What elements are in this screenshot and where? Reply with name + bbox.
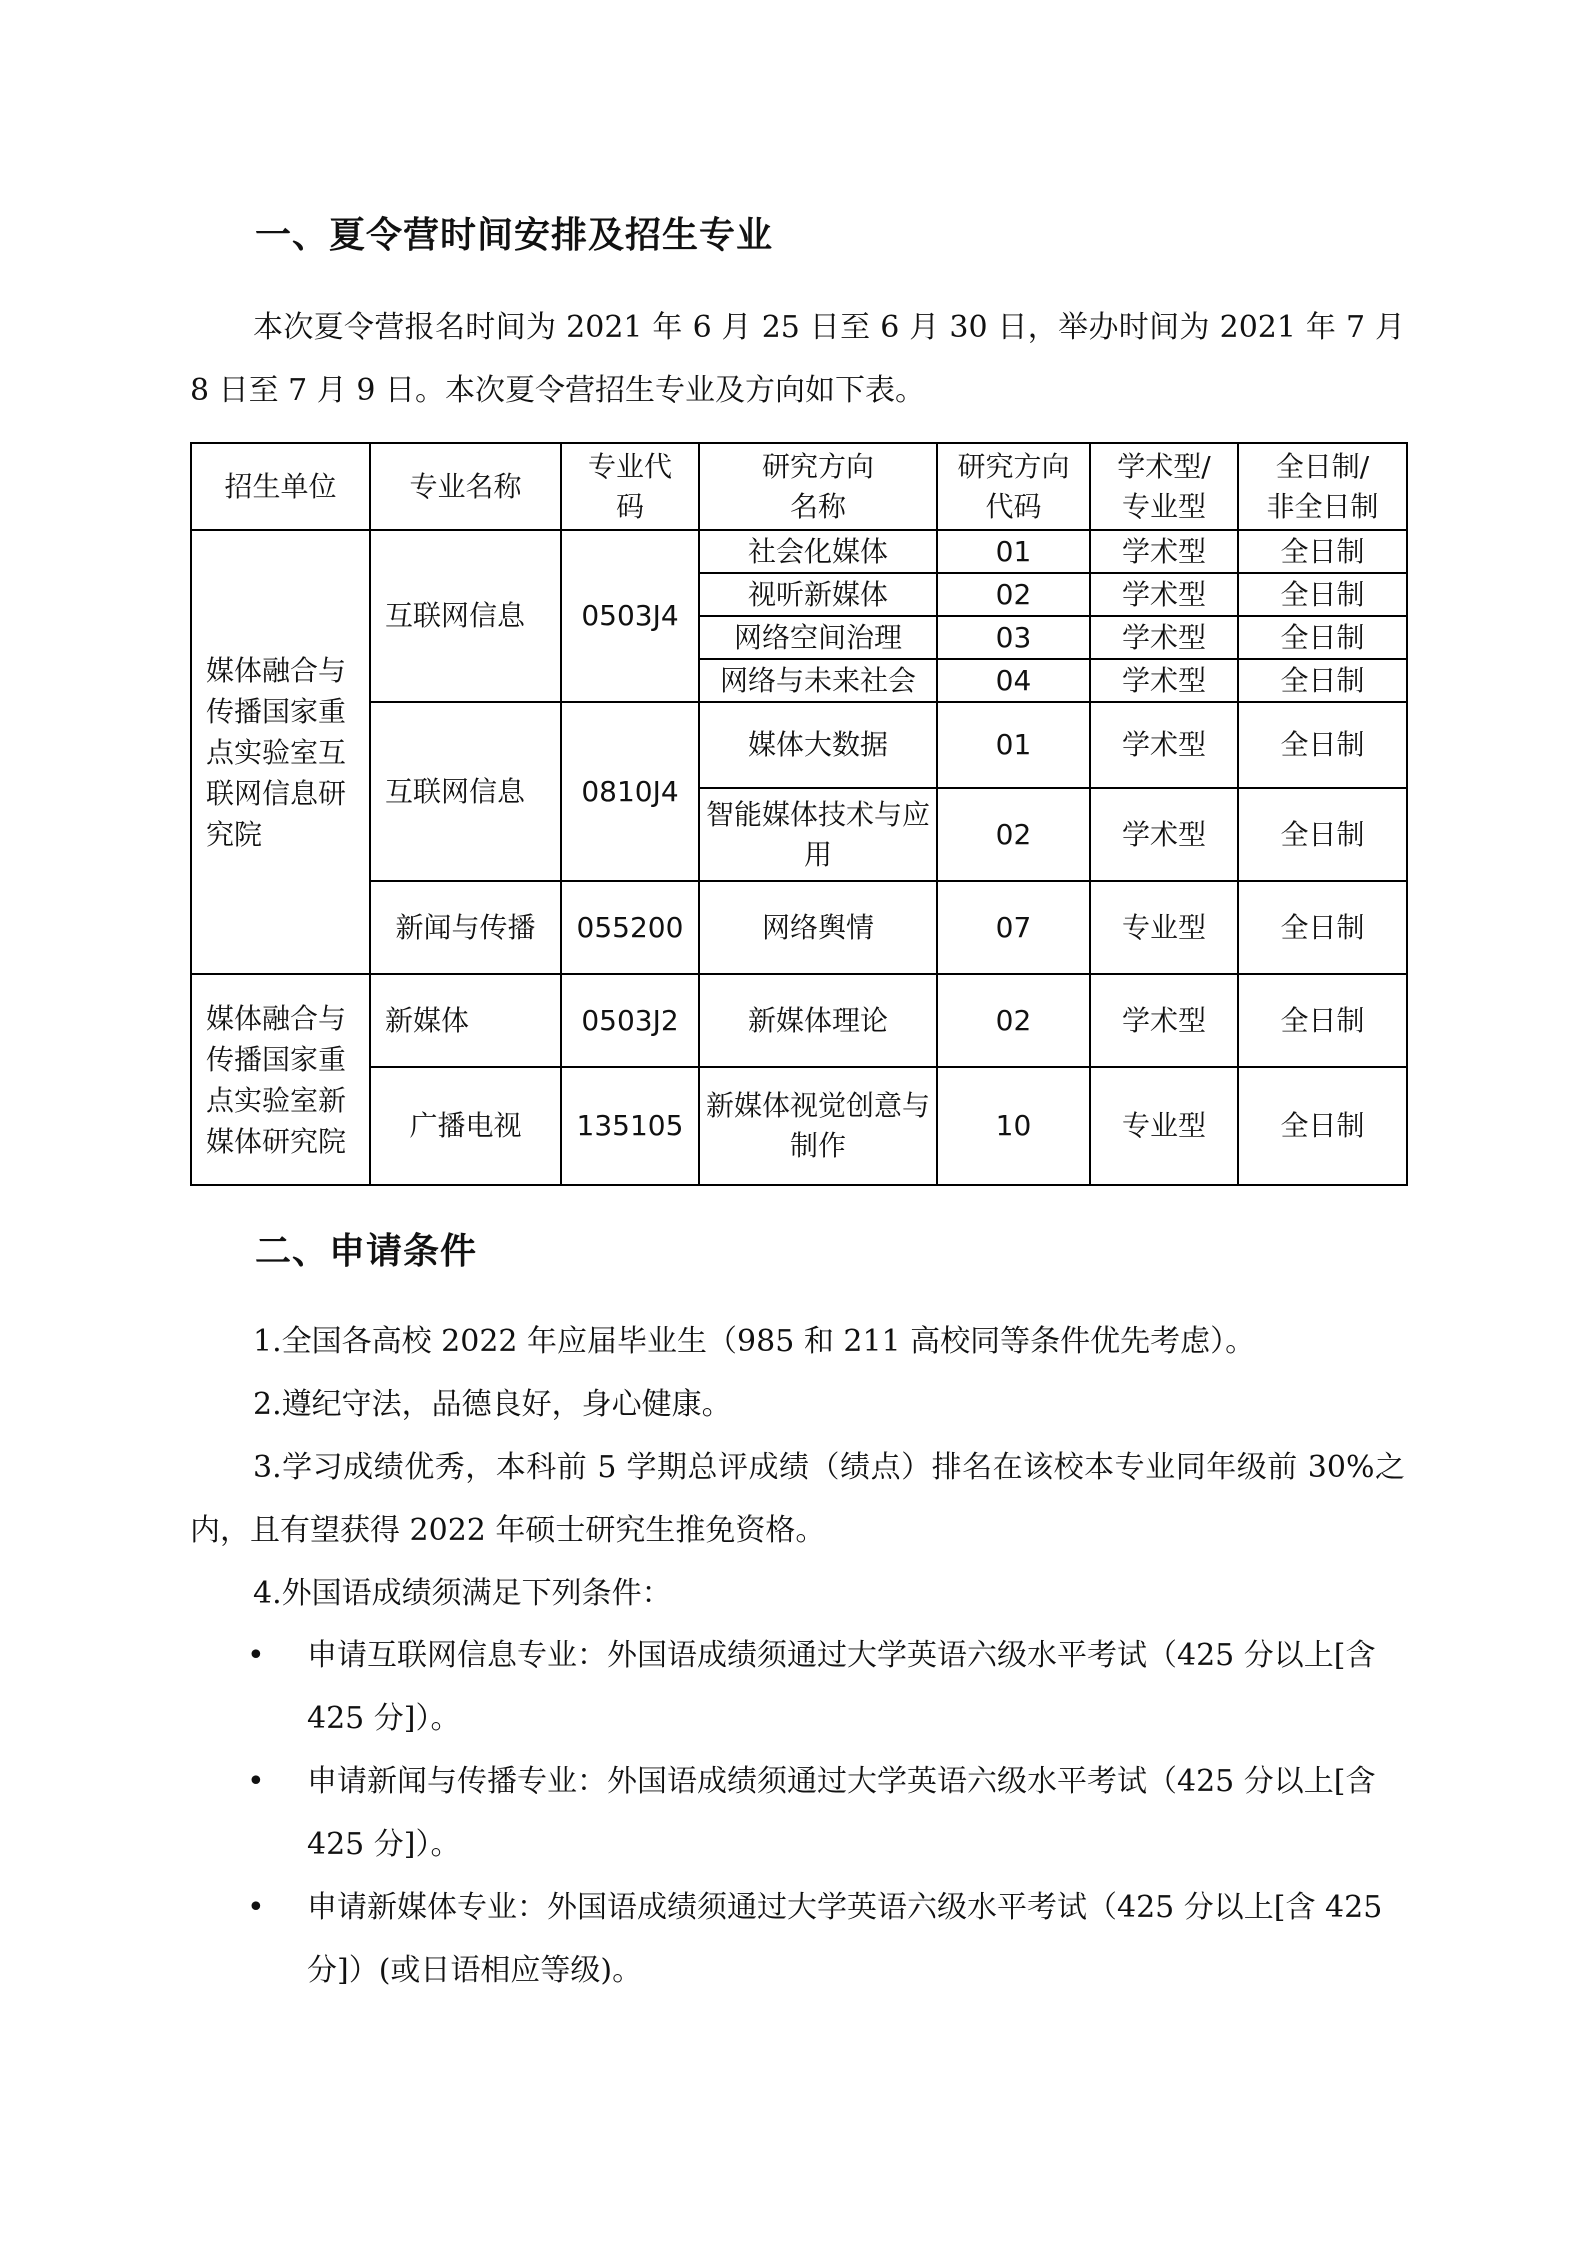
direction-cell: 智能媒体技术与应用 xyxy=(699,788,937,881)
direction-code-cell: 03 xyxy=(937,616,1090,659)
bullet-item-3 xyxy=(247,1876,1405,2002)
header-cell: 研究方向 名称 xyxy=(699,443,937,530)
direction-code-cell: 10 xyxy=(937,1067,1090,1185)
type-cell: 学术型 xyxy=(1090,616,1238,659)
major-name-cell: 广播电视 xyxy=(370,1067,561,1185)
direction-code-cell: 04 xyxy=(937,659,1090,702)
header-cell: 招生单位 xyxy=(191,443,370,530)
table-header-row xyxy=(191,443,1407,530)
bullet-text: 申请互联网信息专业：外国语成绩须通过大学英语六级水平考试（425 分以上[含 425 分]）。 xyxy=(307,1638,1376,1736)
mode-cell: 全日制 xyxy=(1238,530,1407,573)
bullet-text: 申请新媒体专业：外国语成绩须通过大学英语六级水平考试（425 分以上[含 425 分]）(或日语相应等级)。 xyxy=(307,1890,1383,1988)
mode-cell: 全日制 xyxy=(1238,702,1407,788)
type-cell: 学术型 xyxy=(1090,702,1238,788)
bullet-text: 申请新闻与传播专业：外国语成绩须通过大学英语六级水平考试（425 分以上[含 425 分]）。 xyxy=(307,1764,1376,1862)
direction-cell: 媒体大数据 xyxy=(699,702,937,788)
table-row xyxy=(191,974,1407,1067)
condition-item-3: 3.学习成绩优秀，本科前 5 学期总评成绩（绩点）排名在该校本专业同年级前 30%之内，且有望获得 2022 年硕士研究生推免资格。 xyxy=(190,1450,1405,1548)
mode-cell: 全日制 xyxy=(1238,573,1407,616)
condition-item-4: 4.外国语成绩须满足下列条件： xyxy=(253,1576,672,1611)
major-code-cell: 055200 xyxy=(561,881,699,974)
condition-item-1: 1.全国各高校 2022 年应届毕业生（985 和 211 高校同等条件优先考虑）。 xyxy=(253,1324,1256,1359)
unit-cell: 媒体融合与传播国家重点实验室新媒体研究院 xyxy=(191,974,370,1185)
direction-cell: 网络舆情 xyxy=(699,881,937,974)
bullet-item-1 xyxy=(247,1624,1405,1750)
mode-cell: 全日制 xyxy=(1238,1067,1407,1185)
type-cell: 专业型 xyxy=(1090,881,1238,974)
type-cell: 学术型 xyxy=(1090,974,1238,1067)
major-code-cell: 135105 xyxy=(561,1067,699,1185)
type-cell: 学术型 xyxy=(1090,573,1238,616)
major-name-cell: 新闻与传播 xyxy=(370,881,561,974)
type-cell: 学术型 xyxy=(1090,788,1238,881)
direction-cell: 网络与未来社会 xyxy=(699,659,937,702)
table-row xyxy=(191,530,1407,573)
direction-code-cell: 02 xyxy=(937,573,1090,616)
major-name-cell: 互联网信息 xyxy=(370,702,561,881)
bullet-dot-icon: • xyxy=(247,1638,265,1673)
direction-code-cell: 07 xyxy=(937,881,1090,974)
mode-cell: 全日制 xyxy=(1238,974,1407,1067)
mode-cell: 全日制 xyxy=(1238,881,1407,974)
major-name-cell: 互联网信息 xyxy=(370,530,561,702)
table-row xyxy=(191,702,1407,788)
direction-cell: 新媒体视觉创意与制作 xyxy=(699,1067,937,1185)
direction-cell: 网络空间治理 xyxy=(699,616,937,659)
unit-cell: 媒体融合与传播国家重点实验室互联网信息研究院 xyxy=(191,530,370,974)
section1-heading: 一、夏令营时间安排及招生专业 xyxy=(255,215,774,256)
header-cell: 专业名称 xyxy=(370,443,561,530)
major-name-cell: 新媒体 xyxy=(370,974,561,1067)
bullet-dot-icon: • xyxy=(247,1890,265,1925)
mode-cell: 全日制 xyxy=(1238,616,1407,659)
direction-code-cell: 02 xyxy=(937,788,1090,881)
header-cell: 全日制/ 非全日制 xyxy=(1238,443,1407,530)
direction-code-cell: 01 xyxy=(937,702,1090,788)
bullet-dot-icon: • xyxy=(247,1764,265,1799)
direction-cell: 社会化媒体 xyxy=(699,530,937,573)
header-cell: 学术型/ 专业型 xyxy=(1090,443,1238,530)
table-row xyxy=(191,881,1407,974)
condition-item-2: 2.遵纪守法，品德良好，身心健康。 xyxy=(253,1387,732,1422)
major-code-cell: 0503J4 xyxy=(561,530,699,702)
direction-cell: 视听新媒体 xyxy=(699,573,937,616)
header-cell: 专业代 码 xyxy=(561,443,699,530)
header-cell: 研究方向 代码 xyxy=(937,443,1090,530)
type-cell: 学术型 xyxy=(1090,530,1238,573)
major-code-cell: 0810J4 xyxy=(561,702,699,881)
section2-heading: 二、申请条件 xyxy=(255,1231,478,1272)
mode-cell: 全日制 xyxy=(1238,788,1407,881)
type-cell: 学术型 xyxy=(1090,659,1238,702)
enrollment-table xyxy=(190,442,1408,1186)
direction-code-cell: 01 xyxy=(937,530,1090,573)
bullet-item-2 xyxy=(247,1750,1405,1876)
section1-intro: 本次夏令营报名时间为 2021 年 6 月 25 日至 6 月 30 日，举办时间为 2021 年 7 月 8 日至 7 月 9 日。本次夏令营招生专业及方向如下表。 xyxy=(190,310,1405,408)
direction-code-cell: 02 xyxy=(937,974,1090,1067)
major-code-cell: 0503J2 xyxy=(561,974,699,1067)
mode-cell: 全日制 xyxy=(1238,659,1407,702)
direction-cell: 新媒体理论 xyxy=(699,974,937,1067)
type-cell: 专业型 xyxy=(1090,1067,1238,1185)
table-row xyxy=(191,1067,1407,1185)
